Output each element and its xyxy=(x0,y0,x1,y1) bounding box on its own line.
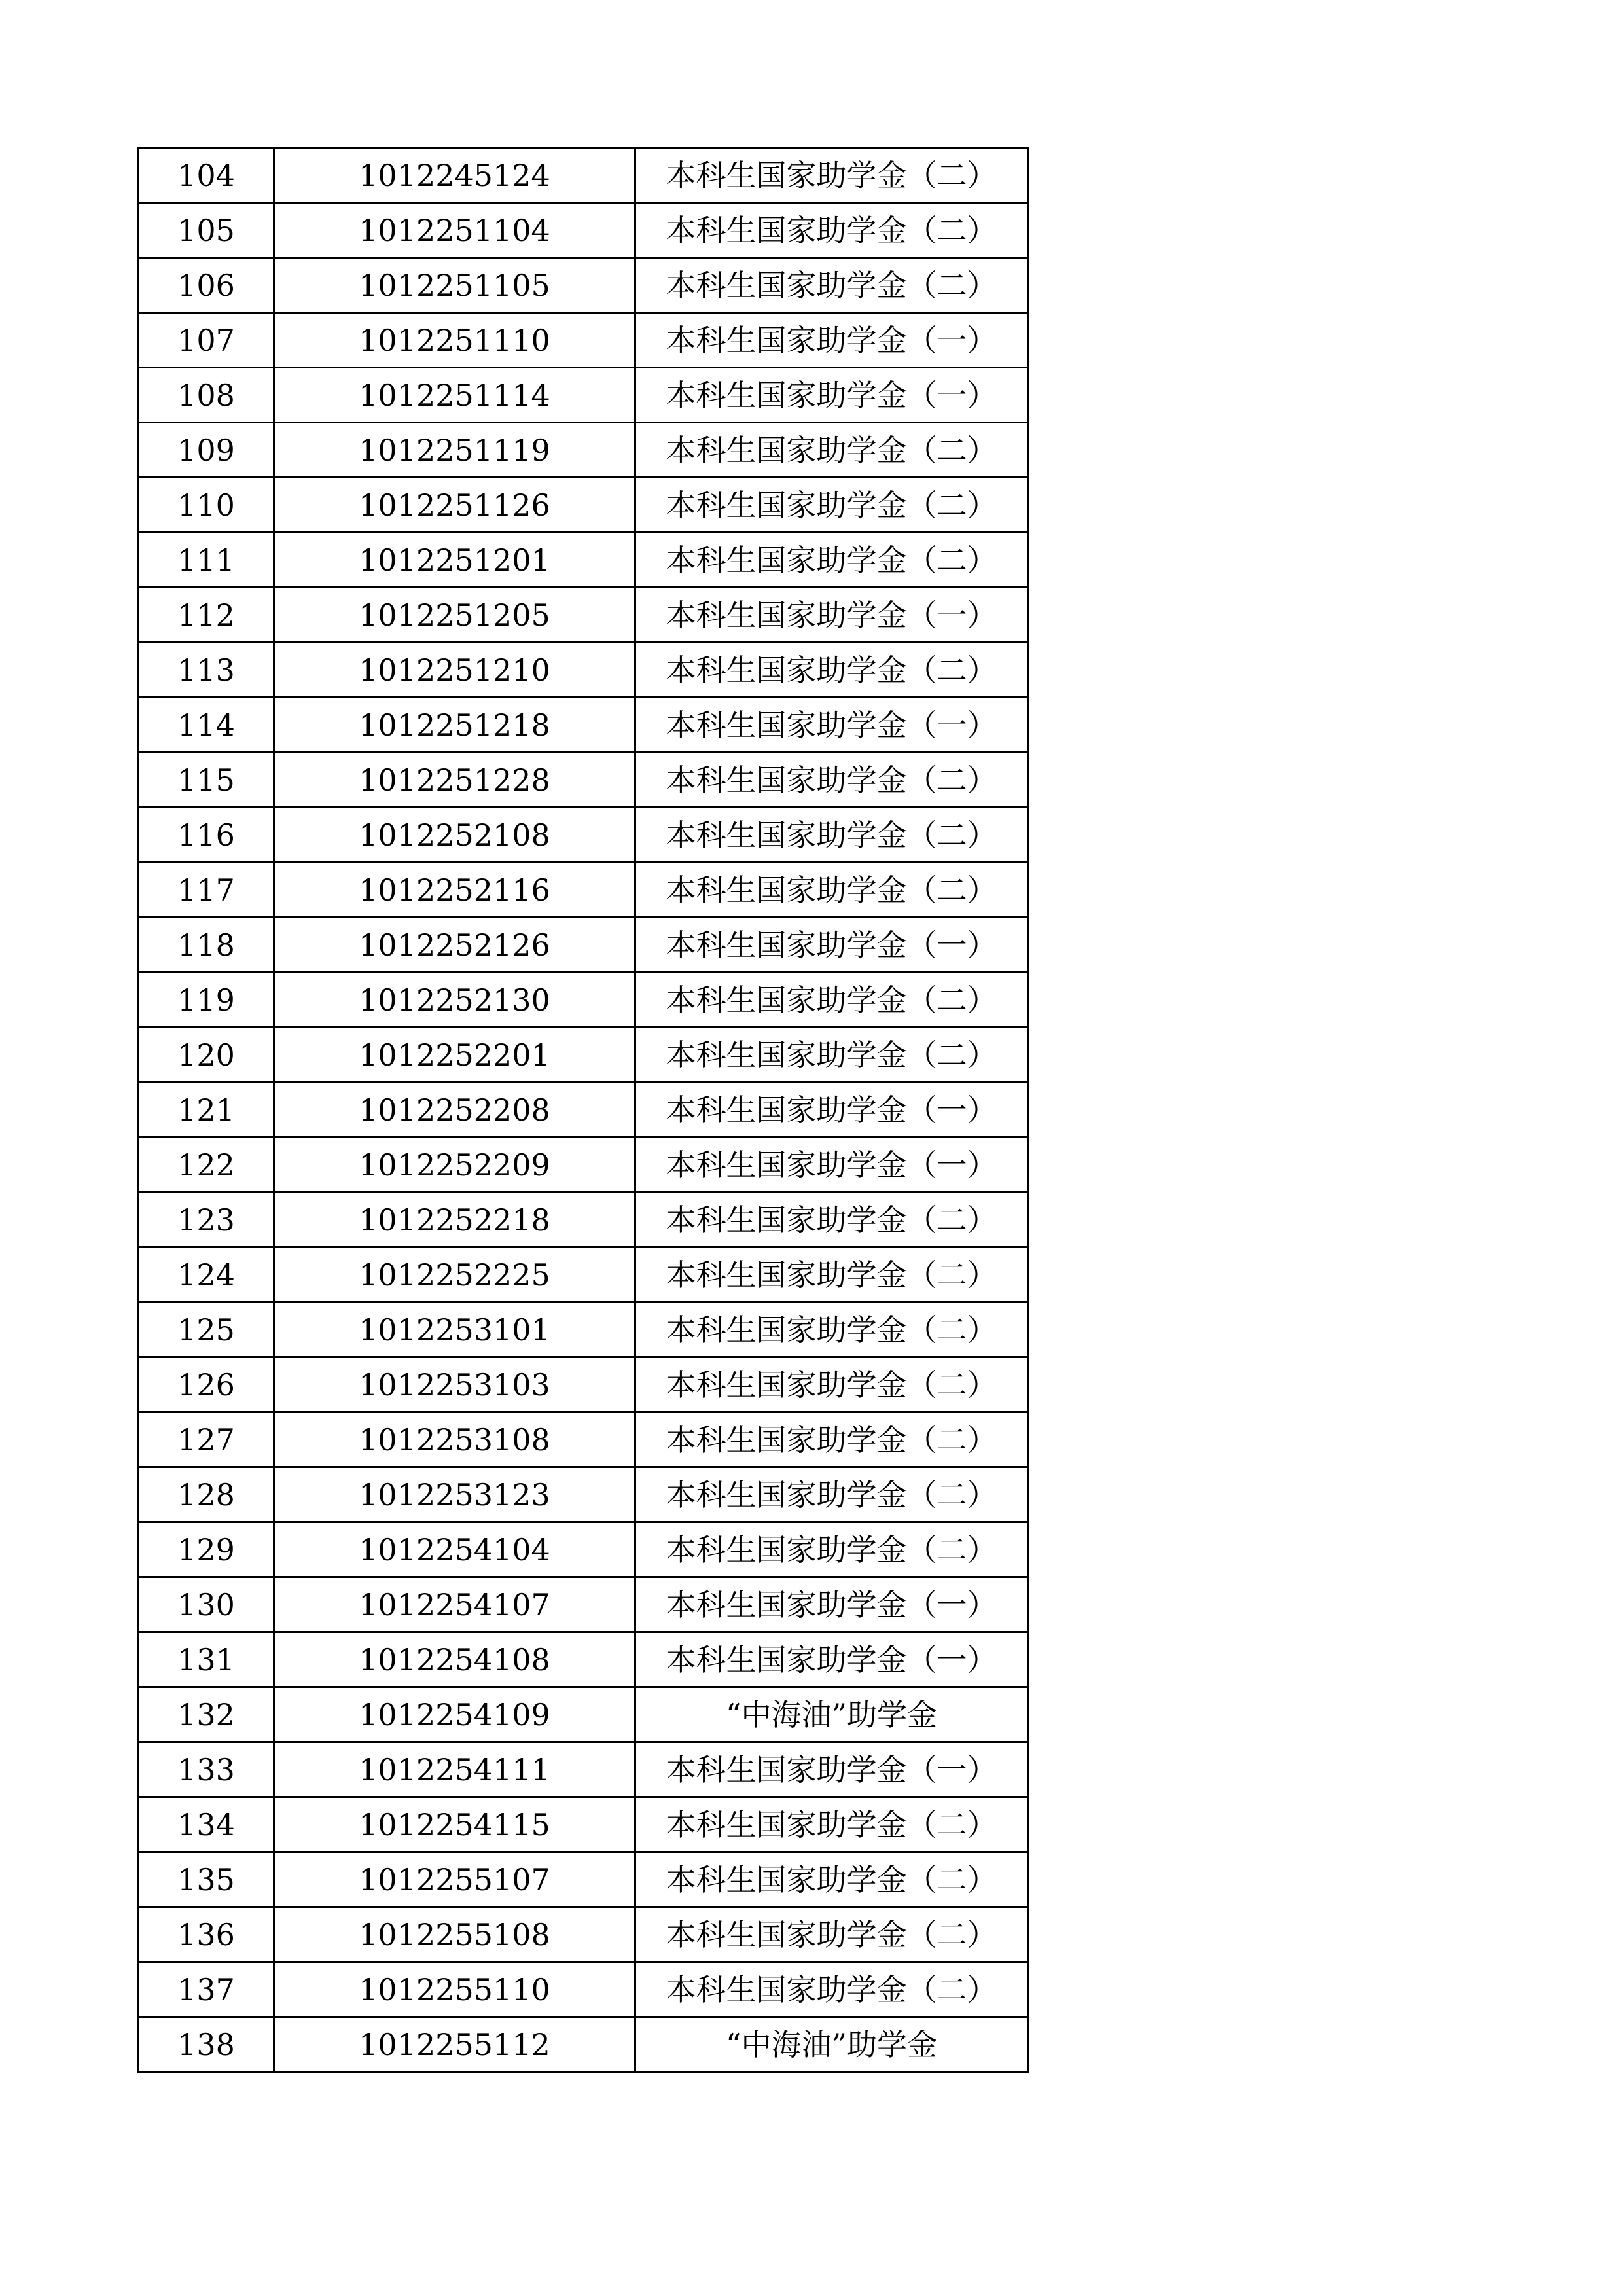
award-type-cell: 本科生国家助学金（一） xyxy=(635,1083,1028,1138)
row-number-cell: 113 xyxy=(139,643,274,698)
award-type-cell: 本科生国家助学金（一） xyxy=(635,1742,1028,1797)
award-type-cell: 本科生国家助学金（二） xyxy=(635,863,1028,918)
row-number-cell: 127 xyxy=(139,1412,274,1467)
table-row xyxy=(139,1467,1028,1522)
student-id-cell: 1012252209 xyxy=(274,1138,635,1193)
student-id-cell: 1012253101 xyxy=(274,1302,635,1357)
row-number-cell: 131 xyxy=(139,1632,274,1687)
table-row xyxy=(139,533,1028,588)
award-type-cell: 本科生国家助学金（二） xyxy=(635,258,1028,313)
table-row xyxy=(139,2017,1028,2072)
student-id-cell: 1012254104 xyxy=(274,1522,635,1577)
award-type-cell: 本科生国家助学金（一） xyxy=(635,313,1028,368)
award-type-cell: 本科生国家助学金（二） xyxy=(635,1852,1028,1907)
row-number-cell: 138 xyxy=(139,2017,274,2072)
row-number-cell: 112 xyxy=(139,588,274,643)
row-number-cell: 119 xyxy=(139,973,274,1028)
row-number-cell: 132 xyxy=(139,1687,274,1742)
table-row xyxy=(139,203,1028,258)
row-number-cell: 123 xyxy=(139,1193,274,1247)
student-id-cell: 1012251201 xyxy=(274,533,635,588)
student-id-cell: 1012245124 xyxy=(274,148,635,203)
table-row xyxy=(139,753,1028,808)
row-number-cell: 128 xyxy=(139,1467,274,1522)
row-number-cell: 120 xyxy=(139,1028,274,1083)
table-row xyxy=(139,808,1028,863)
table-row xyxy=(139,1138,1028,1193)
table-row xyxy=(139,1797,1028,1852)
row-number-cell: 122 xyxy=(139,1138,274,1193)
table-row xyxy=(139,1962,1028,2017)
row-number-cell: 137 xyxy=(139,1962,274,2017)
award-type-cell: 本科生国家助学金（二） xyxy=(635,203,1028,258)
row-number-cell: 111 xyxy=(139,533,274,588)
student-id-cell: 1012251218 xyxy=(274,698,635,753)
row-number-cell: 104 xyxy=(139,148,274,203)
row-number-cell: 118 xyxy=(139,918,274,973)
row-number-cell: 130 xyxy=(139,1577,274,1632)
row-number-cell: 124 xyxy=(139,1247,274,1302)
student-id-cell: 1012254111 xyxy=(274,1742,635,1797)
student-id-cell: 1012251104 xyxy=(274,203,635,258)
award-type-cell: 本科生国家助学金（二） xyxy=(635,1028,1028,1083)
table-row xyxy=(139,1412,1028,1467)
award-type-cell: 本科生国家助学金（二） xyxy=(635,423,1028,478)
row-number-cell: 105 xyxy=(139,203,274,258)
table-row xyxy=(139,1083,1028,1138)
award-list-body xyxy=(139,148,1028,2072)
table-row xyxy=(139,1302,1028,1357)
award-type-cell: 本科生国家助学金（一） xyxy=(635,368,1028,423)
award-type-cell: 本科生国家助学金（二） xyxy=(635,1962,1028,2017)
award-type-cell: 本科生国家助学金（二） xyxy=(635,148,1028,203)
student-id-cell: 1012252201 xyxy=(274,1028,635,1083)
award-type-cell: 本科生国家助学金（二） xyxy=(635,478,1028,533)
award-type-cell: “中海油”助学金 xyxy=(635,2017,1028,2072)
row-number-cell: 133 xyxy=(139,1742,274,1797)
student-id-cell: 1012252116 xyxy=(274,863,635,918)
award-type-cell: 本科生国家助学金（二） xyxy=(635,1907,1028,1962)
table-row xyxy=(139,368,1028,423)
award-type-cell: “中海油”助学金 xyxy=(635,1687,1028,1742)
table-row xyxy=(139,588,1028,643)
award-type-cell: 本科生国家助学金（二） xyxy=(635,753,1028,808)
award-type-cell: 本科生国家助学金（二） xyxy=(635,533,1028,588)
row-number-cell: 117 xyxy=(139,863,274,918)
row-number-cell: 126 xyxy=(139,1357,274,1412)
student-id-cell: 1012251105 xyxy=(274,258,635,313)
table-row xyxy=(139,258,1028,313)
student-id-cell: 1012251119 xyxy=(274,423,635,478)
row-number-cell: 136 xyxy=(139,1907,274,1962)
row-number-cell: 110 xyxy=(139,478,274,533)
award-type-cell: 本科生国家助学金（二） xyxy=(635,1302,1028,1357)
student-id-cell: 1012251228 xyxy=(274,753,635,808)
row-number-cell: 116 xyxy=(139,808,274,863)
student-id-cell: 1012254109 xyxy=(274,1687,635,1742)
table-row xyxy=(139,1687,1028,1742)
student-id-cell: 1012251126 xyxy=(274,478,635,533)
table-row xyxy=(139,148,1028,203)
student-id-cell: 1012251210 xyxy=(274,643,635,698)
award-type-cell: 本科生国家助学金（二） xyxy=(635,1412,1028,1467)
table-row xyxy=(139,1632,1028,1687)
table-row xyxy=(139,918,1028,973)
student-id-cell: 1012252225 xyxy=(274,1247,635,1302)
student-id-cell: 1012255112 xyxy=(274,2017,635,2072)
table-row xyxy=(139,863,1028,918)
table-row xyxy=(139,313,1028,368)
row-number-cell: 115 xyxy=(139,753,274,808)
student-id-cell: 1012251114 xyxy=(274,368,635,423)
row-number-cell: 109 xyxy=(139,423,274,478)
student-id-cell: 1012252108 xyxy=(274,808,635,863)
table-row xyxy=(139,1028,1028,1083)
row-number-cell: 108 xyxy=(139,368,274,423)
row-number-cell: 121 xyxy=(139,1083,274,1138)
table-row xyxy=(139,478,1028,533)
award-type-cell: 本科生国家助学金（一） xyxy=(635,1577,1028,1632)
table-row xyxy=(139,643,1028,698)
table-row xyxy=(139,1852,1028,1907)
row-number-cell: 107 xyxy=(139,313,274,368)
table-row xyxy=(139,698,1028,753)
student-id-cell: 1012255108 xyxy=(274,1907,635,1962)
student-id-cell: 1012252126 xyxy=(274,918,635,973)
row-number-cell: 134 xyxy=(139,1797,274,1852)
student-id-cell: 1012252208 xyxy=(274,1083,635,1138)
award-type-cell: 本科生国家助学金（二） xyxy=(635,1467,1028,1522)
award-type-cell: 本科生国家助学金（一） xyxy=(635,918,1028,973)
award-type-cell: 本科生国家助学金（二） xyxy=(635,1797,1028,1852)
award-type-cell: 本科生国家助学金（二） xyxy=(635,1522,1028,1577)
award-type-cell: 本科生国家助学金（一） xyxy=(635,698,1028,753)
award-type-cell: 本科生国家助学金（二） xyxy=(635,1247,1028,1302)
table-row xyxy=(139,973,1028,1028)
award-type-cell: 本科生国家助学金（一） xyxy=(635,588,1028,643)
award-type-cell: 本科生国家助学金（二） xyxy=(635,973,1028,1028)
row-number-cell: 125 xyxy=(139,1302,274,1357)
award-type-cell: 本科生国家助学金（一） xyxy=(635,1632,1028,1687)
student-id-cell: 1012251110 xyxy=(274,313,635,368)
student-id-cell: 1012252130 xyxy=(274,973,635,1028)
award-list-table xyxy=(137,147,1029,2073)
student-id-cell: 1012254115 xyxy=(274,1797,635,1852)
student-id-cell: 1012253103 xyxy=(274,1357,635,1412)
table-row xyxy=(139,1907,1028,1962)
student-id-cell: 1012251205 xyxy=(274,588,635,643)
row-number-cell: 114 xyxy=(139,698,274,753)
table-row xyxy=(139,1742,1028,1797)
table-row xyxy=(139,423,1028,478)
award-type-cell: 本科生国家助学金（二） xyxy=(635,643,1028,698)
student-id-cell: 1012253123 xyxy=(274,1467,635,1522)
student-id-cell: 1012253108 xyxy=(274,1412,635,1467)
student-id-cell: 1012255110 xyxy=(274,1962,635,2017)
award-type-cell: 本科生国家助学金（二） xyxy=(635,1357,1028,1412)
award-type-cell: 本科生国家助学金（二） xyxy=(635,808,1028,863)
table-row xyxy=(139,1357,1028,1412)
award-type-cell: 本科生国家助学金（一） xyxy=(635,1138,1028,1193)
student-id-cell: 1012255107 xyxy=(274,1852,635,1907)
row-number-cell: 135 xyxy=(139,1852,274,1907)
table-row xyxy=(139,1522,1028,1577)
table-row xyxy=(139,1193,1028,1247)
row-number-cell: 106 xyxy=(139,258,274,313)
award-type-cell: 本科生国家助学金（二） xyxy=(635,1193,1028,1247)
table-row xyxy=(139,1247,1028,1302)
student-id-cell: 1012252218 xyxy=(274,1193,635,1247)
table-row xyxy=(139,1577,1028,1632)
student-id-cell: 1012254107 xyxy=(274,1577,635,1632)
student-id-cell: 1012254108 xyxy=(274,1632,635,1687)
row-number-cell: 129 xyxy=(139,1522,274,1577)
